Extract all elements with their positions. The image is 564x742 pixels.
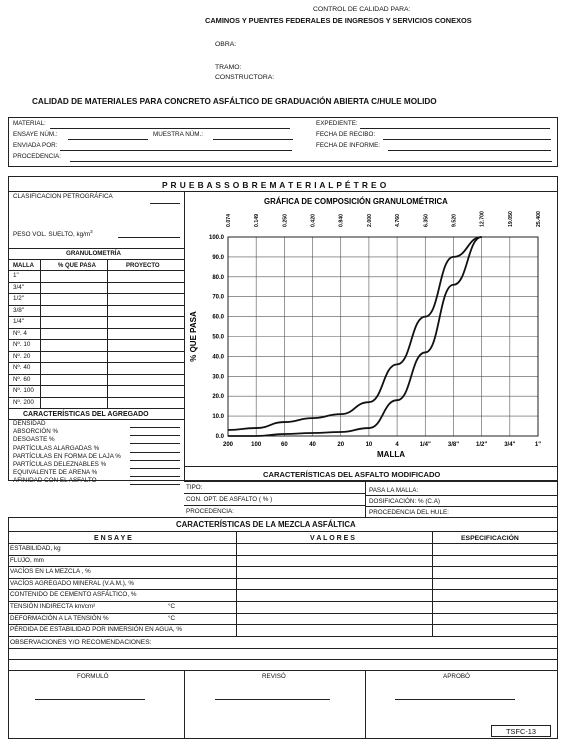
reviso-label: REVISÓ (262, 673, 286, 680)
chart-title: GRÁFICA DE COMPOSICIÓN GRANULOMÉTRICA (264, 197, 448, 206)
y-tick-label: 100.0 (208, 235, 224, 241)
x-tick-label: 4 (395, 442, 399, 448)
col-proyecto: PROYECTO (126, 263, 160, 269)
top-tick-label: 4.760 (395, 214, 402, 227)
agregado-row-label: ABSORCIÓN % (13, 428, 59, 436)
granulometric-chart (184, 191, 558, 463)
x-tick-label: 100 (251, 442, 262, 448)
tipo-label: TIPO: (186, 484, 203, 491)
top-tick-label: 0.840 (338, 214, 345, 227)
y-tick-label: 70.0 (212, 294, 224, 301)
mezcla-row-label: FLUJO, mm (10, 556, 44, 564)
series-line-1 (228, 237, 482, 430)
y-tick-label: 20.0 (212, 394, 224, 401)
dosificacion-label: DOSIFICACIÓN: % (C.A) (369, 498, 441, 505)
mezcla-row-label: TENSIÓN INDIRECTA km/cm² (10, 603, 96, 610)
malla-label: Nº. 60 (13, 375, 31, 383)
granulometria-title: GRANULOMETRÍA (66, 250, 121, 257)
col-ensaye: E N S A Y E (94, 535, 132, 542)
enviada-label: ENVIADA POR: (13, 142, 58, 149)
top-tick-label: 25.400 (536, 211, 542, 227)
y-tick-label: 40.0 (212, 354, 224, 361)
malla-label: Nº. 20 (13, 352, 31, 360)
malla-label: Nº. 200 (13, 398, 34, 406)
con-opt-label: CON. OPT. DE ASFALTO ( % ) (186, 496, 273, 503)
x-axis-label: MALLA (377, 450, 405, 459)
top-tick-label: 0.420 (310, 214, 317, 227)
mezcla-row-label: VACÍOS EN LA MEZCLA , % (10, 568, 91, 576)
formulo-label: FORMULÓ (77, 673, 109, 680)
x-tick-label: 10 (365, 442, 373, 448)
fecha-informe-label: FECHA DE INFORME: (316, 142, 381, 149)
malla-label: 1/4" (13, 318, 24, 325)
mezcla-row-label: ESTABILIDAD, kg (10, 545, 61, 552)
aprobo-label: APROBÓ (443, 673, 470, 680)
pasa-malla-label: PASA LA MALLA: (369, 487, 419, 494)
malla-label: 3/8" (13, 306, 24, 314)
malla-label: Nº. 40 (13, 364, 31, 371)
agregado-row-label: PARTÍCULAS ALARGADAS % (13, 444, 100, 452)
col-valores: V A L O R E S (310, 535, 355, 542)
observaciones-label: OBSERVACIONES Y/O RECOMENDACIONES: (10, 639, 152, 646)
col-especificacion: ESPECIFICACIÓN (461, 535, 519, 542)
header-line1: CONTROL DE CALIDAD PARA: (313, 6, 411, 13)
mezcla-title: CARACTERÍSTICAS DE LA MEZCLA ASFÁLTICA (176, 520, 356, 529)
mezcla-row-label: CONTENIDO DE CEMENTO ASFÁLTICO, % (10, 591, 137, 599)
y-tick-label: 50.0 (212, 334, 224, 341)
y-tick-label: 30.0 (212, 374, 224, 381)
x-tick-label: 60 (281, 442, 288, 448)
malla-label: Nº. 10 (13, 341, 31, 348)
top-tick-label: 0.074 (226, 214, 232, 227)
x-tick-label: 3/4" (504, 442, 516, 448)
asfalto-title: CARACTERÍSTICAS DEL ASFALTO MODIFICADO (263, 470, 441, 479)
pruebas-title: P R U E B A S S O B R E M A T E R I A L P É T R E O (162, 180, 387, 190)
col-pasa: % QUE PASA (58, 263, 96, 269)
top-tick-label: 19.050 (507, 211, 514, 227)
x-tick-label: 1/4" (419, 442, 431, 448)
top-tick-label: 0.149 (254, 214, 261, 227)
agregado-row-label: AFINIDAD CON EL ASFALTO (13, 477, 97, 485)
header-line2: CAMINOS Y PUENTES FEDERALES DE INGRESOS Y SERVICIOS CONEXOS (205, 16, 472, 25)
clasificacion-label: CLASIFICACION PETROGRÁFICA (13, 193, 113, 200)
col-malla: MALLA (13, 263, 34, 269)
fecha-recibo-label: FECHA DE RECIBO: (316, 131, 376, 138)
top-tick-label: 6.350 (423, 214, 430, 227)
agregado-row-label: PARTÍCULAS DELEZNABLES % (13, 461, 107, 468)
x-tick-label: 3/8" (447, 442, 460, 448)
celsius-unit: °C (168, 603, 176, 610)
form-code: TSFC-13 (491, 725, 551, 737)
info-block (8, 117, 558, 167)
peso-vol-label: PESO VOL. SUELTO, $kg/m^3$ (13, 229, 93, 239)
agregado-row-label: EQUIVALENTE DE ARENA % (13, 469, 98, 477)
hule-label: PROCEDENCIA DEL HULE: (369, 509, 449, 516)
y-tick-label: 60.0 (212, 314, 224, 321)
x-tick-label: 20 (337, 442, 345, 448)
top-tick-label: 2.000 (366, 214, 373, 227)
malla-label: 1/2" (13, 295, 24, 302)
x-tick-label: 200 (222, 442, 234, 448)
constructora-label: CONSTRUCTORA: (215, 74, 275, 81)
x-tick-label: 40 (309, 442, 316, 448)
mezcla-row-label: DEFORMACIÓN A LA TENSIÓN % (10, 614, 109, 622)
y-axis-label: % QUE PASA (189, 311, 198, 362)
y-tick-label: 90.0 (212, 254, 224, 261)
obra-label: OBRA: (215, 41, 237, 48)
mezcla-row-label: VACÍOS AGREGADO MINERAL (V.A.M.), % (10, 579, 134, 587)
agregado-row-label: DENSIDAD (13, 420, 46, 427)
ensaye-label: ENSAYE NÚM.: (13, 131, 58, 138)
celsius-unit: °C (168, 614, 176, 622)
page-title: CALIDAD DE MATERIALES PARA CONCRETO ASFÁLTICO DE GRADUACIÓN ABIERTA C/HULE MOLIDO (32, 97, 437, 106)
x-tick-label: 1" (534, 442, 542, 448)
malla-label: 3/4" (13, 283, 24, 291)
top-tick-label: 0.250 (282, 214, 289, 227)
x-tick-label: 1/2" (476, 442, 488, 448)
expediente-label: EXPEDIENTE: (316, 120, 358, 127)
malla-label: 1" (13, 272, 19, 279)
muestra-label: MUESTRA NÚM.: (153, 131, 204, 138)
agregado-row-label: DESGASTE % (13, 436, 55, 444)
top-tick-label: 9.520 (451, 214, 458, 227)
mezcla-row-label: PÉRDIDA DE ESTABILIDAD POR INMERSIÓN EN AGUA, % (10, 626, 183, 634)
procedencia-label: PROCEDENCIA: (13, 153, 61, 160)
material-label: MATERIAL: (13, 120, 46, 127)
top-tick-label: 12.700 (479, 211, 486, 227)
malla-label: Nº. 100 (13, 387, 34, 394)
y-tick-label: 0.0 (215, 434, 224, 440)
asf-procedencia-label: PROCEDENCIA: (186, 508, 234, 515)
y-tick-label: 10.0 (212, 414, 224, 421)
agregado-title: CARACTERÍSTICAS DEL AGREGADO (23, 411, 149, 418)
agregado-row-label: PARTÍCULAS EN FORMA DE LAJA % (13, 452, 121, 460)
malla-label: Nº. 4 (13, 329, 27, 337)
tramo-label: TRAMO: (215, 64, 242, 71)
y-tick-label: 80.0 (212, 274, 224, 281)
